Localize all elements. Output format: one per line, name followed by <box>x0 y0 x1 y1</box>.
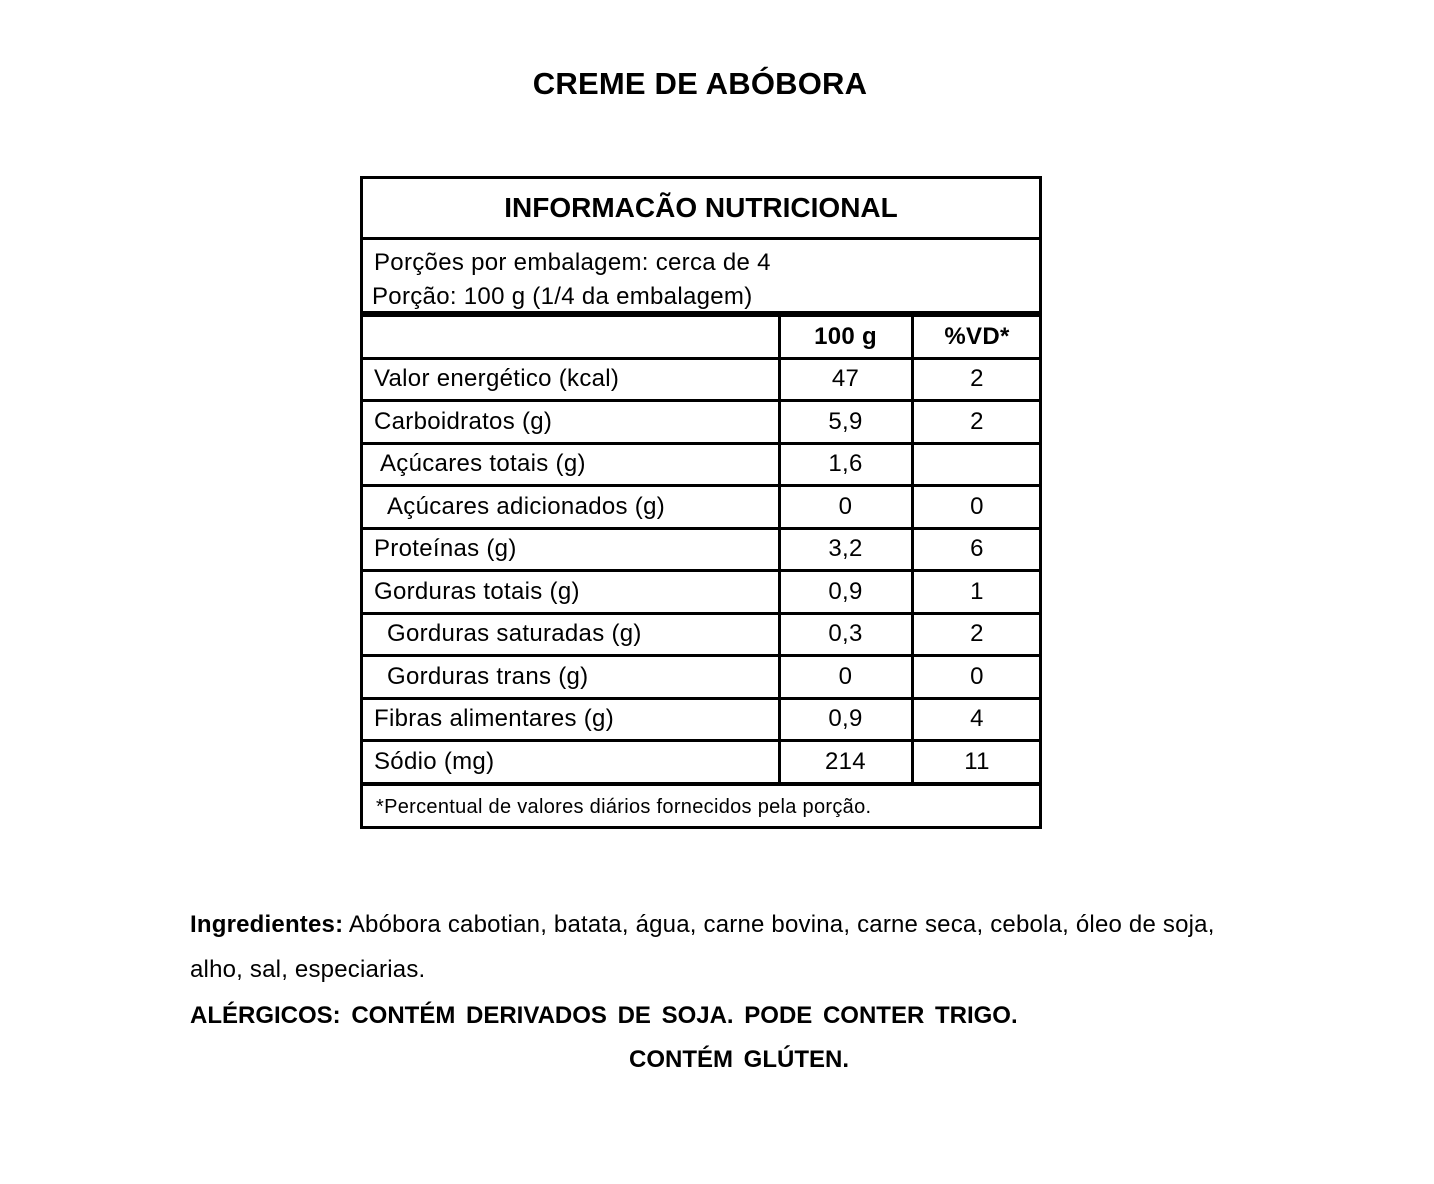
nutrient-name: Gorduras trans (g) <box>363 656 779 699</box>
nutrient-dv: 0 <box>912 656 1041 699</box>
nutrient-qty: 0 <box>779 486 912 529</box>
column-header-dv: %VD* <box>912 317 1041 358</box>
product-title: CREME DE ABÓBORA <box>532 66 868 101</box>
table-row <box>363 571 1041 614</box>
nutrient-dv <box>912 443 1041 486</box>
nutrient-qty: 214 <box>779 741 912 784</box>
nutrient-qty: 47 <box>779 358 912 401</box>
nutrient-dv: 0 <box>912 486 1041 529</box>
table-row <box>363 656 1041 699</box>
column-header-qty: 100 g <box>779 317 912 358</box>
nutrition-facts-table <box>360 176 1042 829</box>
nutrient-qty: 3,2 <box>779 528 912 571</box>
nutrient-dv: 2 <box>912 358 1041 401</box>
nutrient-dv: 11 <box>912 741 1041 784</box>
ingredients-text: Abóbora cabotian, batata, água, carne bovina, carne seca, cebola, óleo de soja, alho, sal, especiarias. <box>190 911 1215 983</box>
nutrient-qty: 1,6 <box>779 443 912 486</box>
nutrient-dv: 6 <box>912 528 1041 571</box>
nutrient-table <box>363 317 1041 786</box>
table-row <box>363 358 1041 401</box>
table-row <box>363 741 1041 784</box>
nutrient-qty: 0,3 <box>779 613 912 656</box>
nutrient-qty: 0 <box>779 656 912 699</box>
servings-per-package: Porções por embalagem: cerca de 4 <box>374 249 771 276</box>
allergens-warning: ALÉRGICOS: CONTÉM DERIVADOS DE SOJA. PODE CONTER TRIGO. <box>190 1002 1018 1029</box>
table-row <box>363 613 1041 656</box>
nutrient-name: Açúcares adicionados (g) <box>363 486 779 529</box>
table-row <box>363 443 1041 486</box>
portion-info <box>363 240 1039 317</box>
nutrient-dv: 1 <box>912 571 1041 614</box>
table-row <box>363 486 1041 529</box>
table-row <box>363 528 1041 571</box>
nutrition-header: INFORMACÃO NUTRICIONAL <box>363 179 1039 240</box>
ingredients-section <box>190 902 1270 992</box>
nutrient-name: Sódio (mg) <box>363 741 779 784</box>
ingredients-label: Ingredientes: <box>190 911 344 938</box>
table-header-row <box>363 317 1041 358</box>
nutrient-name: Gorduras saturadas (g) <box>363 613 779 656</box>
nutrient-dv: 2 <box>912 613 1041 656</box>
nutrient-name: Fibras alimentares (g) <box>363 698 779 741</box>
table-row <box>363 401 1041 444</box>
nutrient-name: Gorduras totais (g) <box>363 571 779 614</box>
gluten-warning: CONTÉM GLÚTEN. <box>629 1046 849 1073</box>
nutrient-qty: 5,9 <box>779 401 912 444</box>
column-header-name <box>363 317 779 358</box>
table-row <box>363 698 1041 741</box>
dv-footnote: *Percentual de valores diários fornecidos pela porção. <box>376 795 872 818</box>
serving-size: Porção: 100 g (1/4 da embalagem) <box>372 283 753 310</box>
nutrient-name: Valor energético (kcal) <box>363 358 779 401</box>
nutrient-name: Proteínas (g) <box>363 528 779 571</box>
nutrient-qty: 0,9 <box>779 571 912 614</box>
nutrient-dv: 2 <box>912 401 1041 444</box>
nutrient-qty: 0,9 <box>779 698 912 741</box>
nutrient-dv: 4 <box>912 698 1041 741</box>
nutrient-name: Açúcares totais (g) <box>363 443 779 486</box>
nutrient-name: Carboidratos (g) <box>363 401 779 444</box>
